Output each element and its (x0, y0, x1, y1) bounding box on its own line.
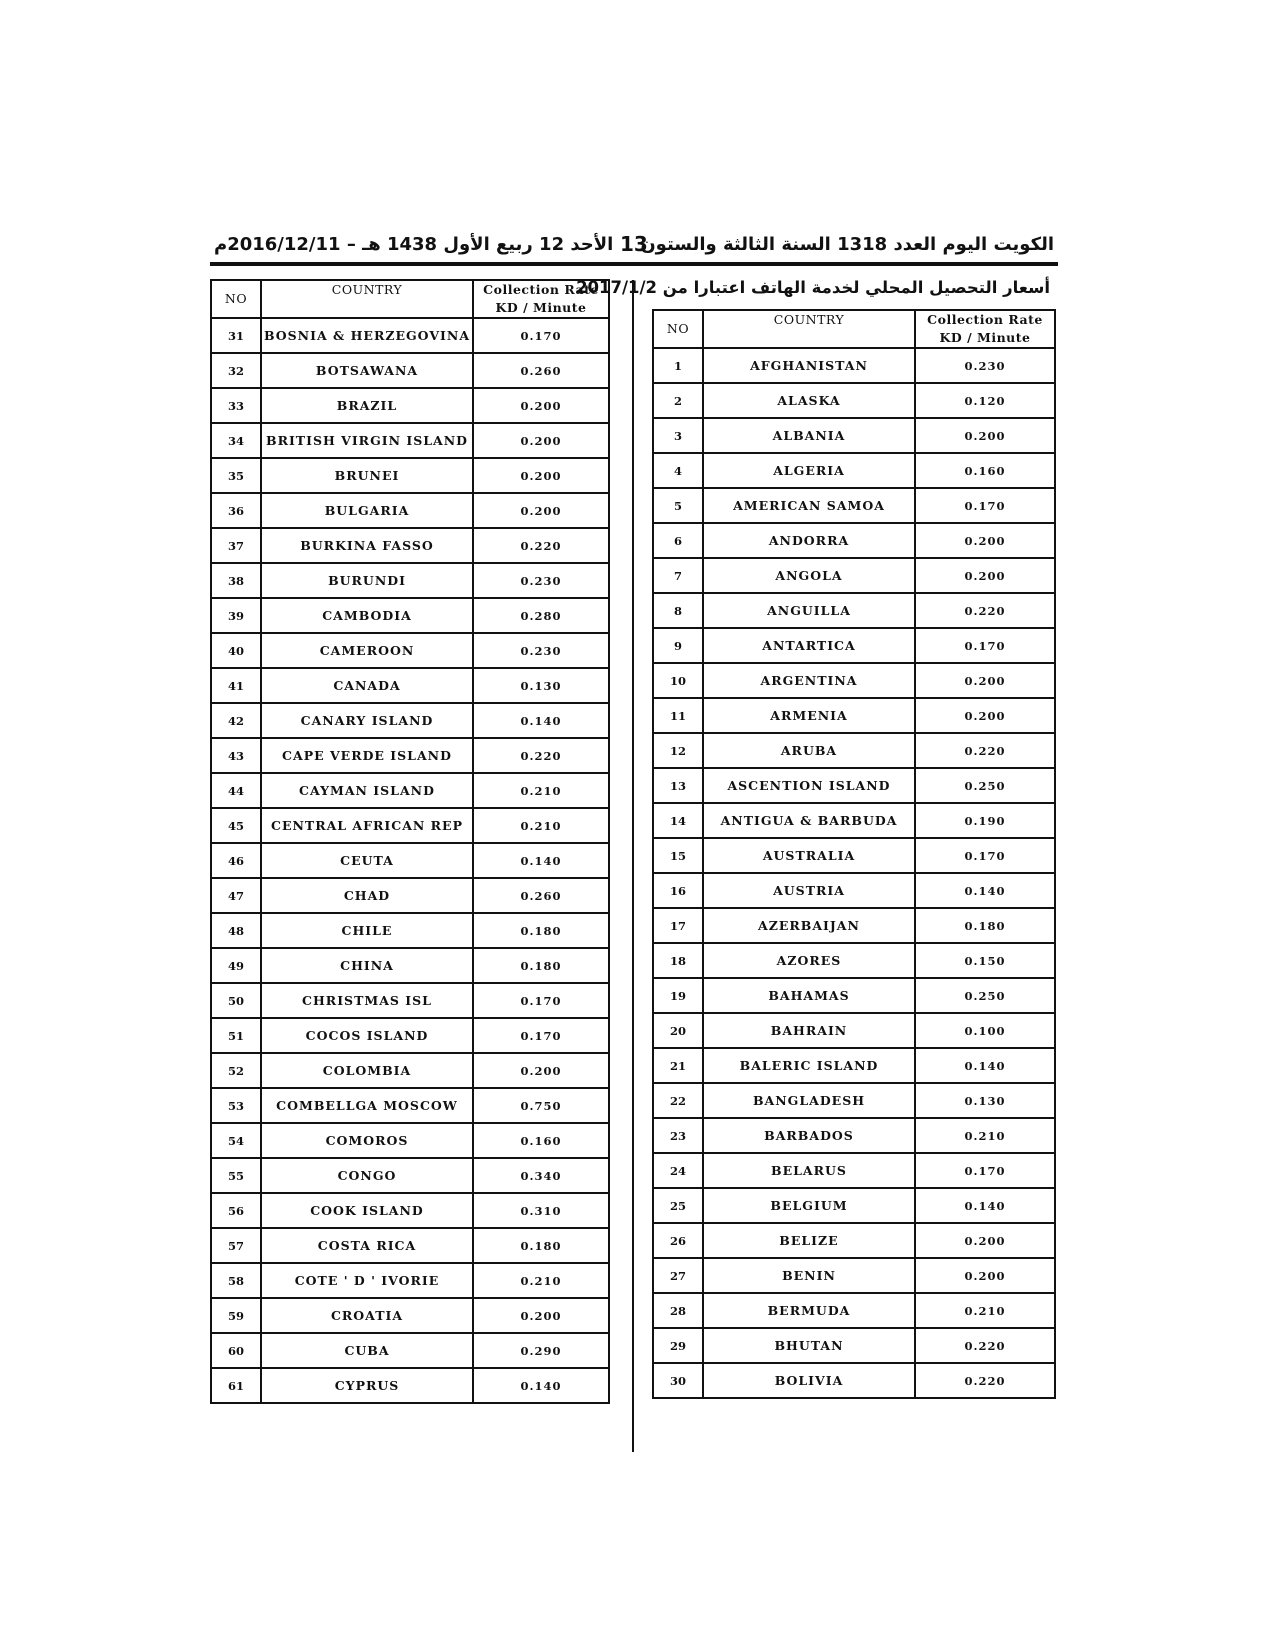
row-number: 33 (211, 388, 261, 423)
collection-rate: 0.120 (915, 383, 1055, 418)
country-name: COCOS ISLAND (261, 1018, 473, 1053)
row-number: 61 (211, 1368, 261, 1403)
collection-rate: 0.250 (915, 978, 1055, 1013)
country-name: BOLIVIA (703, 1363, 915, 1398)
table-row (211, 773, 609, 808)
country-name: COSTA RICA (261, 1228, 473, 1263)
collection-rate: 0.130 (473, 668, 609, 703)
collection-rate: 0.220 (915, 733, 1055, 768)
rate-header-line2: KD / Minute (939, 330, 1031, 345)
country-name: BOSNIA & HERZEGOVINA (261, 318, 473, 353)
column-header-country: COUNTRY (703, 310, 915, 348)
table-row (211, 1298, 609, 1333)
country-name: ANGUILLA (703, 593, 915, 628)
collection-rate: 0.140 (915, 1188, 1055, 1223)
country-name: AZERBAIJAN (703, 908, 915, 943)
collection-rate: 0.200 (473, 493, 609, 528)
collection-rate: 0.200 (915, 1223, 1055, 1258)
rates-table-left (210, 279, 610, 1404)
table-row (653, 628, 1055, 663)
row-number: 19 (653, 978, 703, 1013)
table-row (211, 738, 609, 773)
collection-rate: 0.200 (473, 423, 609, 458)
country-name: BARBADOS (703, 1118, 915, 1153)
row-number: 42 (211, 703, 261, 738)
row-number: 47 (211, 878, 261, 913)
table-row (653, 1048, 1055, 1083)
row-number: 41 (211, 668, 261, 703)
collection-rate: 0.220 (473, 738, 609, 773)
table-row (211, 878, 609, 913)
country-name: BELGIUM (703, 1188, 915, 1223)
collection-rate: 0.340 (473, 1158, 609, 1193)
collection-rate: 0.260 (473, 878, 609, 913)
country-name: CONGO (261, 1158, 473, 1193)
country-name: CAMBODIA (261, 598, 473, 633)
row-number: 44 (211, 773, 261, 808)
table-row (211, 703, 609, 738)
row-number: 38 (211, 563, 261, 598)
collection-rate: 0.200 (915, 523, 1055, 558)
collection-rate: 0.190 (915, 803, 1055, 838)
row-number: 31 (211, 318, 261, 353)
country-name: BENIN (703, 1258, 915, 1293)
row-number: 37 (211, 528, 261, 563)
collection-rate: 0.140 (473, 843, 609, 878)
table-row (653, 1188, 1055, 1223)
table-row (211, 318, 609, 353)
table-row (211, 1333, 609, 1368)
table-row (211, 1368, 609, 1403)
row-number: 18 (653, 943, 703, 978)
rate-header-line2: KD / Minute (495, 300, 587, 315)
rates-table-right (652, 309, 1056, 1399)
country-name: ANDORRA (703, 523, 915, 558)
collection-rate: 0.220 (473, 528, 609, 563)
table-row (653, 663, 1055, 698)
country-name: CHRISTMAS ISL (261, 983, 473, 1018)
table-row (653, 1293, 1055, 1328)
country-name: CANARY ISLAND (261, 703, 473, 738)
header-rule (210, 262, 1058, 266)
table-row (653, 593, 1055, 628)
country-name: CENTRAL AFRICAN REP (261, 808, 473, 843)
country-name: CHILE (261, 913, 473, 948)
collection-rate: 0.230 (915, 348, 1055, 383)
collection-rate: 0.260 (473, 353, 609, 388)
country-name: AUSTRIA (703, 873, 915, 908)
collection-rate: 0.220 (915, 593, 1055, 628)
country-name: AMERICAN SAMOA (703, 488, 915, 523)
collection-rate: 0.310 (473, 1193, 609, 1228)
collection-rate: 0.200 (473, 458, 609, 493)
rate-header-line1: Collection Rate (483, 282, 599, 297)
collection-rate: 0.160 (915, 453, 1055, 488)
table-row (211, 843, 609, 878)
collection-rate: 0.150 (915, 943, 1055, 978)
row-number: 55 (211, 1158, 261, 1193)
table-row (211, 668, 609, 703)
table-row (653, 943, 1055, 978)
country-name: BERMUDA (703, 1293, 915, 1328)
country-name: BAHRAIN (703, 1013, 915, 1048)
country-name: CANADA (261, 668, 473, 703)
collection-rate: 0.140 (915, 1048, 1055, 1083)
collection-rate: 0.210 (915, 1118, 1055, 1153)
country-name: CEUTA (261, 843, 473, 878)
collection-rate: 0.200 (915, 698, 1055, 733)
column-header-rate (915, 310, 1055, 348)
header-date: الأحد 12 ربيع الأول 1438 هـ – 2016/12/11م (214, 234, 614, 255)
collection-rate: 0.220 (915, 1363, 1055, 1398)
collection-rate: 0.170 (473, 1018, 609, 1053)
table-row (211, 1123, 609, 1158)
country-name: BANGLADESH (703, 1083, 915, 1118)
row-number: 56 (211, 1193, 261, 1228)
collection-rate: 0.130 (915, 1083, 1055, 1118)
collection-rate: 0.210 (473, 773, 609, 808)
country-name: CUBA (261, 1333, 473, 1368)
row-number: 35 (211, 458, 261, 493)
collection-rate: 0.200 (473, 388, 609, 423)
table-row (653, 1083, 1055, 1118)
country-name: ARMENIA (703, 698, 915, 733)
table-row (211, 528, 609, 563)
row-number: 27 (653, 1258, 703, 1293)
row-number: 25 (653, 1188, 703, 1223)
table-row (653, 1223, 1055, 1258)
country-name: BELIZE (703, 1223, 915, 1258)
row-number: 30 (653, 1363, 703, 1398)
table-header-row (211, 280, 609, 318)
collection-rate: 0.180 (473, 948, 609, 983)
country-name: BULGARIA (261, 493, 473, 528)
table-row (211, 458, 609, 493)
country-name: ARGENTINA (703, 663, 915, 698)
table-row (211, 1158, 609, 1193)
column-header-rate (473, 280, 609, 318)
table-row (653, 453, 1055, 488)
table-row (653, 908, 1055, 943)
country-name: COOK ISLAND (261, 1193, 473, 1228)
collection-rate: 0.170 (915, 1153, 1055, 1188)
page-number: 13 (620, 232, 648, 256)
row-number: 13 (653, 768, 703, 803)
country-name: AUSTRALIA (703, 838, 915, 873)
row-number: 22 (653, 1083, 703, 1118)
country-name: CAPE VERDE ISLAND (261, 738, 473, 773)
country-name: COMBELLGA MOSCOW (261, 1088, 473, 1123)
country-name: BURUNDI (261, 563, 473, 598)
country-name: COTE ' D ' IVORIE (261, 1263, 473, 1298)
row-number: 60 (211, 1333, 261, 1368)
row-number: 7 (653, 558, 703, 593)
collection-rate: 0.160 (473, 1123, 609, 1158)
row-number: 52 (211, 1053, 261, 1088)
row-number: 36 (211, 493, 261, 528)
column-header-country: COUNTRY (261, 280, 473, 318)
row-number: 9 (653, 628, 703, 663)
collection-rate: 0.200 (473, 1053, 609, 1088)
page-header (210, 228, 1058, 262)
collection-rate: 0.210 (473, 808, 609, 843)
table-row (653, 383, 1055, 418)
table-row (653, 698, 1055, 733)
table-row (211, 423, 609, 458)
row-number: 46 (211, 843, 261, 878)
table-row (211, 1263, 609, 1298)
row-number: 6 (653, 523, 703, 558)
column-divider (632, 280, 634, 1452)
table-row (653, 1363, 1055, 1398)
table-header-row (653, 310, 1055, 348)
collection-rate: 0.200 (915, 558, 1055, 593)
country-name: ALBANIA (703, 418, 915, 453)
row-number: 17 (653, 908, 703, 943)
table-row (211, 633, 609, 668)
row-number: 15 (653, 838, 703, 873)
column-header-no: NO (653, 310, 703, 348)
row-number: 8 (653, 593, 703, 628)
row-number: 50 (211, 983, 261, 1018)
country-name: ALGERIA (703, 453, 915, 488)
table-row (211, 388, 609, 423)
row-number: 51 (211, 1018, 261, 1053)
column-header-no: NO (211, 280, 261, 318)
table-row (211, 598, 609, 633)
country-name: ANTARTICA (703, 628, 915, 663)
collection-rate: 0.140 (473, 703, 609, 738)
collection-rate: 0.230 (473, 563, 609, 598)
collection-rate: 0.230 (473, 633, 609, 668)
table-caption: أسعار التحصيل المحلي لخدمة الهاتف اعتبارا من 2017/1/2 (576, 278, 1050, 297)
row-number: 12 (653, 733, 703, 768)
collection-rate: 0.200 (473, 1298, 609, 1333)
table-row (653, 558, 1055, 593)
row-number: 53 (211, 1088, 261, 1123)
row-number: 57 (211, 1228, 261, 1263)
country-name: ARUBA (703, 733, 915, 768)
row-number: 28 (653, 1293, 703, 1328)
collection-rate: 0.180 (473, 1228, 609, 1263)
table-row (653, 1328, 1055, 1363)
table-row (211, 493, 609, 528)
row-number: 34 (211, 423, 261, 458)
table-row (211, 353, 609, 388)
row-number: 16 (653, 873, 703, 908)
table-row (211, 1228, 609, 1263)
row-number: 49 (211, 948, 261, 983)
table-body-left (211, 318, 609, 1403)
row-number: 10 (653, 663, 703, 698)
table-row (653, 523, 1055, 558)
row-number: 54 (211, 1123, 261, 1158)
collection-rate: 0.170 (473, 983, 609, 1018)
table-row (211, 808, 609, 843)
country-name: CAYMAN ISLAND (261, 773, 473, 808)
row-number: 59 (211, 1298, 261, 1333)
table-row (653, 838, 1055, 873)
table-row (653, 1153, 1055, 1188)
collection-rate: 0.280 (473, 598, 609, 633)
country-name: AFGHANISTAN (703, 348, 915, 383)
table-row (211, 1193, 609, 1228)
country-name: BELARUS (703, 1153, 915, 1188)
country-name: ASCENTION ISLAND (703, 768, 915, 803)
row-number: 11 (653, 698, 703, 733)
row-number: 39 (211, 598, 261, 633)
collection-rate: 0.170 (473, 318, 609, 353)
row-number: 32 (211, 353, 261, 388)
country-name: CHINA (261, 948, 473, 983)
country-name: BRAZIL (261, 388, 473, 423)
country-name: AZORES (703, 943, 915, 978)
country-name: COMOROS (261, 1123, 473, 1158)
country-name: CHAD (261, 878, 473, 913)
row-number: 20 (653, 1013, 703, 1048)
row-number: 58 (211, 1263, 261, 1298)
country-name: CYPRUS (261, 1368, 473, 1403)
country-name: BAHAMAS (703, 978, 915, 1013)
row-number: 5 (653, 488, 703, 523)
collection-rate: 0.290 (473, 1333, 609, 1368)
table-row (211, 983, 609, 1018)
table-row (653, 1118, 1055, 1153)
country-name: BRUNEI (261, 458, 473, 493)
country-name: COLOMBIA (261, 1053, 473, 1088)
collection-rate: 0.180 (915, 908, 1055, 943)
table-body-right (653, 348, 1055, 1398)
country-name: BHUTAN (703, 1328, 915, 1363)
table-row (211, 948, 609, 983)
row-number: 29 (653, 1328, 703, 1363)
table-row (211, 1088, 609, 1123)
row-number: 45 (211, 808, 261, 843)
row-number: 3 (653, 418, 703, 453)
row-number: 23 (653, 1118, 703, 1153)
country-name: BALERIC ISLAND (703, 1048, 915, 1083)
collection-rate: 0.210 (915, 1293, 1055, 1328)
row-number: 43 (211, 738, 261, 773)
table-row (653, 803, 1055, 838)
row-number: 2 (653, 383, 703, 418)
country-name: ALASKA (703, 383, 915, 418)
row-number: 4 (653, 453, 703, 488)
table-row (211, 563, 609, 598)
country-name: CROATIA (261, 1298, 473, 1333)
collection-rate: 0.180 (473, 913, 609, 948)
country-name: BRITISH VIRGIN ISLAND (261, 423, 473, 458)
country-name: ANGOLA (703, 558, 915, 593)
collection-rate: 0.140 (473, 1368, 609, 1403)
table-row (211, 1018, 609, 1053)
collection-rate: 0.220 (915, 1328, 1055, 1363)
collection-rate: 0.140 (915, 873, 1055, 908)
table-row (211, 913, 609, 948)
table-row (653, 488, 1055, 523)
collection-rate: 0.200 (915, 663, 1055, 698)
collection-rate: 0.200 (915, 1258, 1055, 1293)
table-row (653, 348, 1055, 383)
row-number: 24 (653, 1153, 703, 1188)
table-row (653, 768, 1055, 803)
header-publication: الكويت اليوم العدد 1318 السنة الثالثة والستون (640, 234, 1054, 255)
row-number: 21 (653, 1048, 703, 1083)
collection-rate: 0.200 (915, 418, 1055, 453)
table-row (211, 1053, 609, 1088)
rate-header-line1: Collection Rate (927, 312, 1043, 327)
country-name: CAMEROON (261, 633, 473, 668)
collection-rate: 0.170 (915, 838, 1055, 873)
table-row (653, 418, 1055, 453)
country-name: BURKINA FASSO (261, 528, 473, 563)
row-number: 48 (211, 913, 261, 948)
table-row (653, 873, 1055, 908)
row-number: 26 (653, 1223, 703, 1258)
collection-rate: 0.250 (915, 768, 1055, 803)
row-number: 1 (653, 348, 703, 383)
row-number: 14 (653, 803, 703, 838)
table-row (653, 1258, 1055, 1293)
table-row (653, 1013, 1055, 1048)
table-row (653, 978, 1055, 1013)
collection-rate: 0.170 (915, 488, 1055, 523)
collection-rate: 0.100 (915, 1013, 1055, 1048)
collection-rate: 0.170 (915, 628, 1055, 663)
country-name: BOTSAWANA (261, 353, 473, 388)
row-number: 40 (211, 633, 261, 668)
collection-rate: 0.210 (473, 1263, 609, 1298)
collection-rate: 0.750 (473, 1088, 609, 1123)
table-row (653, 733, 1055, 768)
country-name: ANTIGUA & BARBUDA (703, 803, 915, 838)
